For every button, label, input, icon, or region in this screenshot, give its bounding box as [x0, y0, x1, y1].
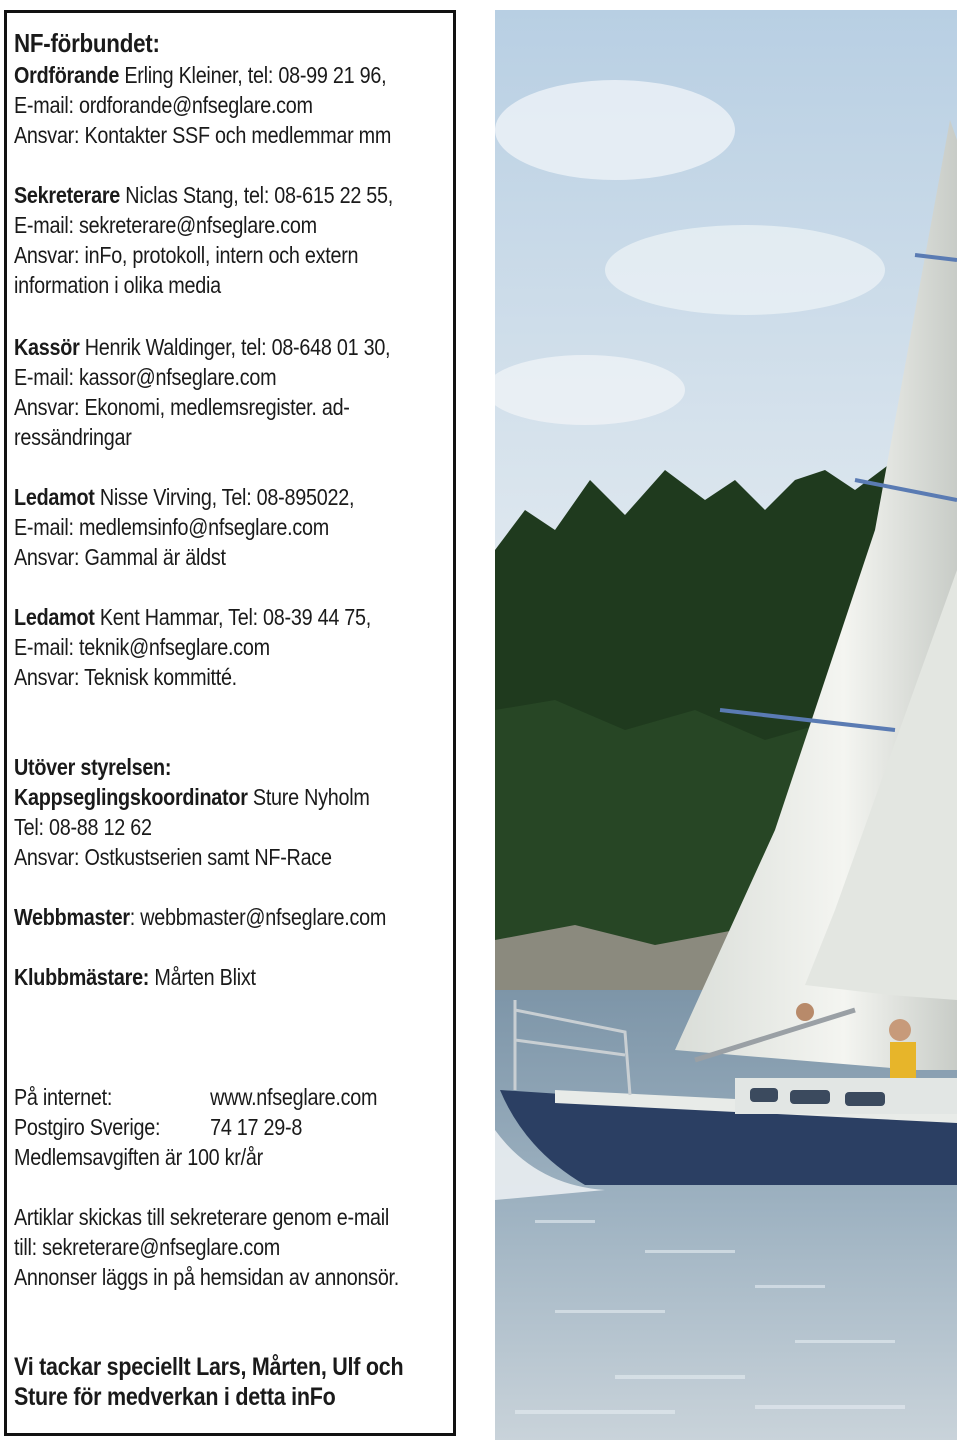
thanks-line: Sture för medverkan i detta inFo	[14, 1383, 336, 1411]
role-label: Webbmaster	[14, 904, 130, 930]
member-info: Henrik Waldinger, tel: 08-648 01 30,	[79, 334, 391, 360]
role-label: Kassör	[14, 334, 80, 360]
role-label: Kappseglingskoordinator	[14, 784, 248, 810]
internet-label: På internet:	[14, 1084, 113, 1110]
role-label: Klubbmästare:	[14, 964, 150, 990]
coordinator-line	[14, 782, 392, 812]
board-member-line	[14, 602, 392, 632]
coordinator-phone: Tel: 08-88 12 62	[14, 814, 152, 840]
member-info: : webbmaster@nfseglare.com	[129, 904, 387, 930]
member-email: E-mail: sekreterare@nfseglare.com	[14, 212, 317, 238]
member-email: E-mail: teknik@nfseglare.com	[14, 634, 270, 660]
member-email: E-mail: medlemsinfo@nfseglare.com	[14, 514, 329, 540]
internet-value: www.nfseglare.com	[210, 1084, 378, 1110]
postgiro-label: Postgiro Sverige:	[14, 1114, 161, 1140]
role-label: Ledamot	[14, 604, 95, 630]
member-responsibility: information i olika media	[14, 272, 221, 298]
internet-line	[14, 1082, 392, 1112]
member-email: E-mail: ordforande@nfseglare.com	[14, 92, 313, 118]
member-responsibility: Ansvar: Teknisk kommitté.	[14, 664, 237, 690]
section-heading: Utöver styrelsen:	[14, 754, 172, 780]
sailboat-illustration	[495, 10, 957, 1440]
member-info: Sture Nyholm	[247, 784, 370, 810]
member-responsibility: ressändringar	[14, 424, 132, 450]
member-info: Mårten Blixt	[149, 964, 256, 990]
membership-fee: Medlemsavgiften är 100 kr/år	[14, 1144, 263, 1170]
role-label: Sekreterare	[14, 182, 121, 208]
member-responsibility: Ansvar: Ekonomi, medlemsregister. ad-	[14, 394, 350, 420]
note-line: Artiklar skickas till sekreterare genom e-mail	[14, 1204, 390, 1230]
board-member-line	[14, 482, 392, 512]
thanks-line: Vi tackar speciellt Lars, Mårten, Ulf och	[14, 1353, 404, 1381]
cloud	[495, 80, 735, 180]
sailor-head	[889, 1019, 911, 1041]
sailor-head	[796, 1003, 814, 1021]
note-line: till: sekreterare@nfseglare.com	[14, 1234, 281, 1260]
board-member-line	[14, 60, 392, 90]
member-responsibility: Ansvar: inFo, protokoll, intern och extern	[14, 242, 359, 268]
member-info: Niclas Stang, tel: 08-615 22 55,	[120, 182, 394, 208]
note-line: Annonser läggs in på hemsidan av annonsör.	[14, 1264, 400, 1290]
role-label: Ordförande	[14, 62, 120, 88]
sailboat-photo	[495, 10, 957, 1440]
role-label: Ledamot	[14, 484, 95, 510]
member-info: Erling Kleiner, tel: 08-99 21 96,	[119, 62, 387, 88]
cloud	[605, 225, 885, 315]
page-title: NF-förbundet:	[14, 28, 160, 58]
club-master-line	[14, 962, 392, 992]
member-responsibility: Ansvar: Kontakter SSF och medlemmar mm	[14, 122, 392, 148]
webmaster-line	[14, 902, 392, 932]
member-responsibility: Ansvar: Gammal är äldst	[14, 544, 226, 570]
member-info: Nisse Virving, Tel: 08-895022,	[94, 484, 355, 510]
coordinator-responsibility: Ansvar: Ostkustserien samt NF-Race	[14, 844, 332, 870]
postgiro-value: 74 17 29-8	[210, 1114, 303, 1140]
member-info: Kent Hammar, Tel: 08-39 44 75,	[94, 604, 372, 630]
board-member-line	[14, 332, 392, 362]
postgiro-line	[14, 1112, 392, 1142]
member-email: E-mail: kassor@nfseglare.com	[14, 364, 277, 390]
board-member-line	[14, 180, 392, 210]
